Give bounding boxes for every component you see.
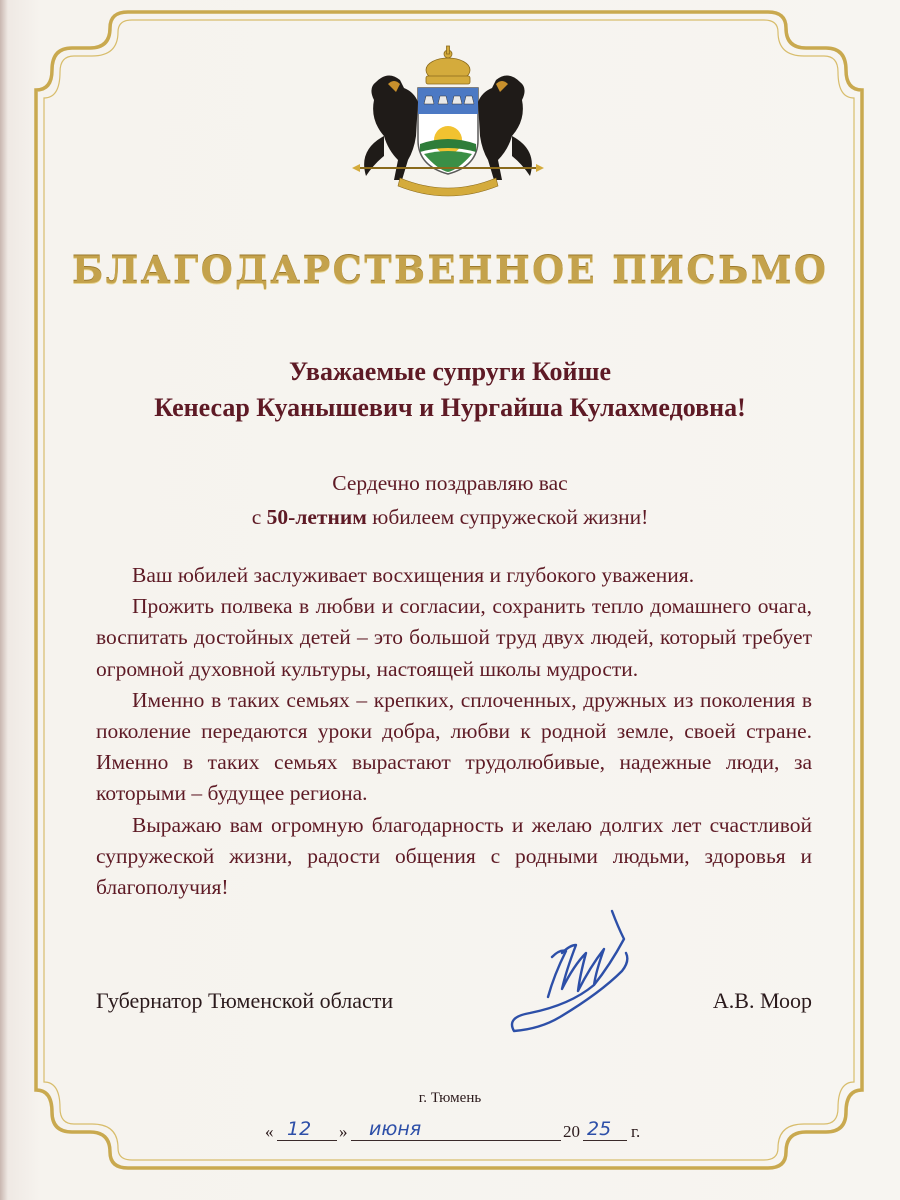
year-underline: [583, 1140, 627, 1141]
greeting-prefix: с: [251, 505, 267, 529]
greeting-block: [0, 466, 900, 534]
document-title: БЛАГОДАРСТВЕННОЕ ПИСЬМО: [71, 248, 829, 292]
body-paragraph-1: Ваш юбилей заслуживает восхищения и глубокого уважения.: [132, 563, 695, 587]
date-close-quote: »: [339, 1122, 348, 1141]
date-year-suffix: 25: [587, 1118, 612, 1140]
date-open-quote: «: [265, 1122, 274, 1141]
greeting-line-2: [0, 500, 900, 534]
addressee-block: [0, 354, 900, 426]
addressee-line-1: Уважаемые супруги Койше: [288, 357, 612, 386]
signatory-name: А.В. Моор: [712, 988, 812, 1013]
day-underline: [277, 1140, 337, 1141]
date-year-unit: г.: [631, 1122, 641, 1141]
date-month: июня: [369, 1118, 422, 1140]
signatory-title: Губернатор Тюменской области: [96, 988, 394, 1013]
tyumen-region-coat-of-arms-icon: [348, 40, 548, 200]
handwritten-signature: [500, 905, 650, 1035]
body-paragraph-3: Именно в таких семьях – крепких, сплоченных, дружных из поколения в поколение передаются уроки добра, любви к родной земле, своей стране. Именно в таких семьях вырастают трудолюбивые, надежные люди, за которыми – будущее региона.: [96, 687, 812, 806]
body-paragraph-2: Прожить полвека в любви и согласии, сохранить тепло домашнего очага, воспитать достойных детей – это большой труд двух людей, который требует огромной духовной культуры, настоящей школы мудрости.: [96, 594, 812, 681]
body-paragraph-4: Выражаю вам огромную благодарность и желаю долгих лет счастливой супружеской жизни, радости общения с родными людьми, здоровья и благополучия!: [96, 812, 812, 900]
letter-body: [96, 560, 812, 903]
greeting-suffix: юбилеем супружеской жизни!: [366, 505, 649, 529]
addressee-line-2: Кенесар Куанышевич и Нургайша Кулахмедовна!: [154, 393, 746, 422]
anniversary-years: 50-летним: [266, 505, 367, 529]
date-day: 12: [287, 1118, 312, 1140]
month-underline: [351, 1140, 561, 1141]
city-label: г. Тюмень: [418, 1090, 482, 1106]
date-line: [265, 1110, 665, 1146]
date-year-prefix: 20: [563, 1122, 580, 1141]
greeting-line-1: Сердечно поздравляю вас: [332, 471, 568, 495]
